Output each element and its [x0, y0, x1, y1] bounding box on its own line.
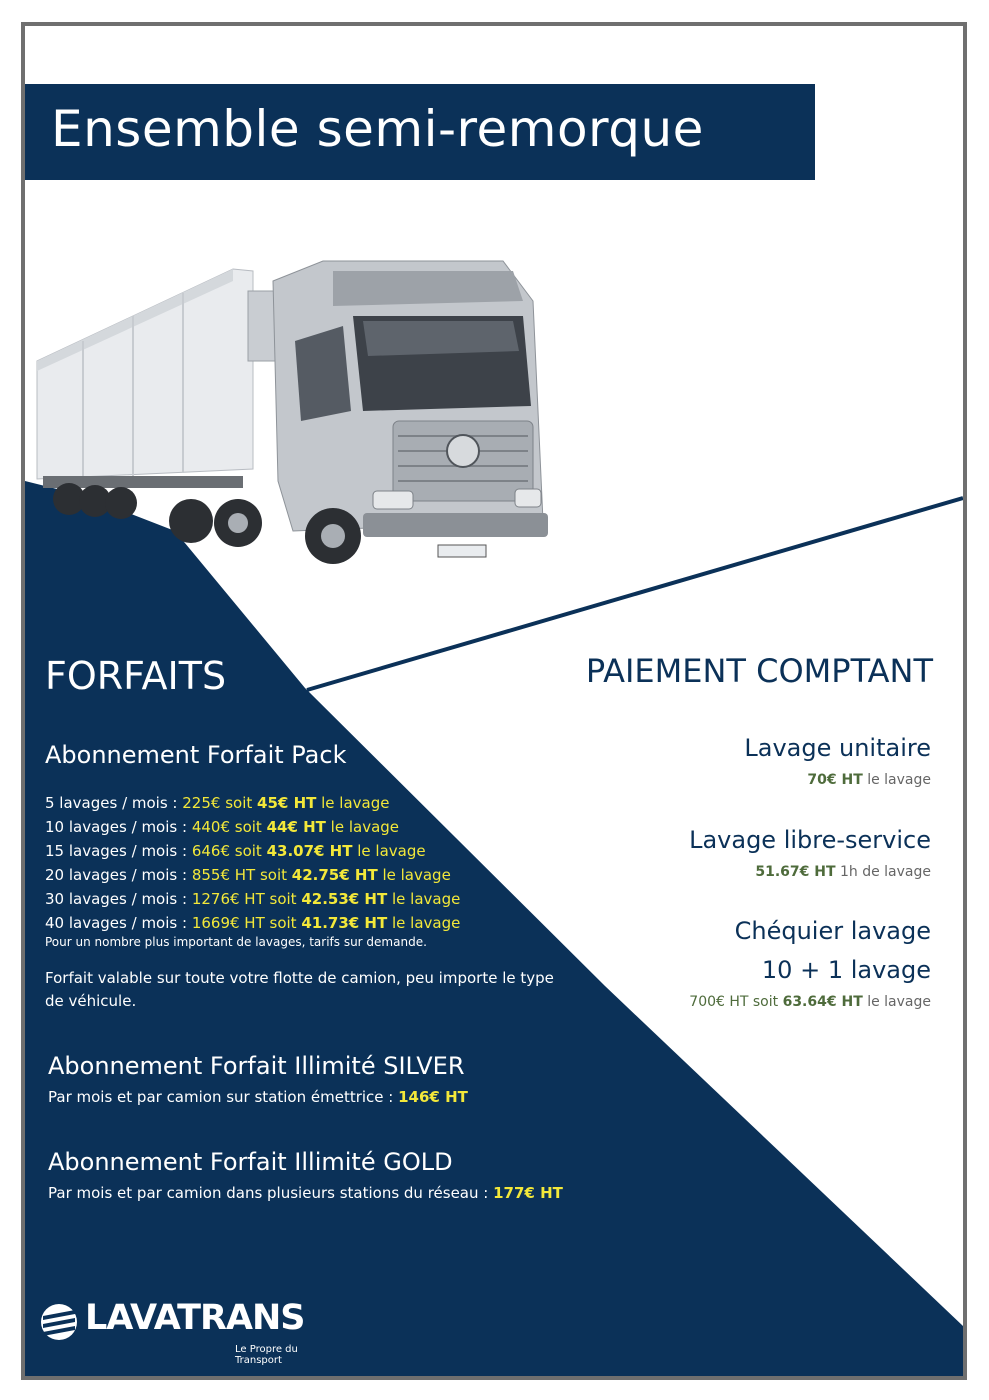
list-item: 15 lavages / mois : 646€ soit 43.07€ HT le lavage	[45, 842, 426, 860]
chequier-price: 700€ HT soit 63.64€ HT le lavage	[689, 994, 931, 1010]
semi-trailer-truck-photo	[33, 221, 553, 566]
logo-tagline: Le Propre du Transport	[235, 1344, 298, 1366]
title-bar	[25, 84, 815, 180]
page-frame	[21, 22, 967, 1380]
page-title: Ensemble semi-remorque	[51, 100, 704, 158]
paiement-heading: PAIEMENT COMPTANT	[585, 652, 933, 690]
unitaire-price: 70€ HT le lavage	[807, 772, 931, 788]
silver-description: Par mois et par camion sur station émettrice : 146€ HT	[48, 1088, 468, 1106]
lavatrans-logo-icon	[39, 1302, 79, 1342]
list-item: 20 lavages / mois : 855€ HT soit 42.75€ HT le lavage	[45, 866, 451, 884]
pack-title: Abonnement Forfait Pack	[45, 741, 347, 769]
list-item: 5 lavages / mois : 225€ soit 45€ HT le lavage	[45, 794, 390, 812]
libre-service-title: Lavage libre-service	[689, 826, 931, 854]
gold-title: Abonnement Forfait Illimité GOLD	[48, 1148, 453, 1176]
list-item: 40 lavages / mois : 1669€ HT soit 41.73€ HT le lavage	[45, 914, 461, 932]
pack-price-list	[45, 791, 460, 935]
chequier-subtitle: 10 + 1 lavage	[761, 956, 931, 984]
silver-price: 146€ HT	[398, 1088, 468, 1106]
lavatrans-logo	[39, 1298, 339, 1366]
forfaits-heading: FORFAITS	[45, 654, 227, 698]
list-item: 10 lavages / mois : 440€ soit 44€ HT le lavage	[45, 818, 400, 836]
gold-price: 177€ HT	[493, 1184, 563, 1202]
logo-wordmark: LAVATRANS	[85, 1298, 305, 1338]
gold-description: Par mois et par camion dans plusieurs stations du réseau : 177€ HT	[48, 1184, 563, 1202]
silver-title: Abonnement Forfait Illimité SILVER	[48, 1052, 465, 1080]
chequier-title: Chéquier lavage	[734, 917, 931, 945]
pack-note: Pour un nombre plus important de lavages, tarifs sur demande.	[45, 935, 427, 949]
libre-service-price: 51.67€ HT 1h de lavage	[755, 864, 931, 880]
unitaire-title: Lavage unitaire	[744, 734, 931, 762]
fleet-note: Forfait valable sur toute votre flotte de camion, peu importe le type de véhicule.	[45, 969, 554, 1010]
list-item: 30 lavages / mois : 1276€ HT soit 42.53€ HT le lavage	[45, 890, 461, 908]
